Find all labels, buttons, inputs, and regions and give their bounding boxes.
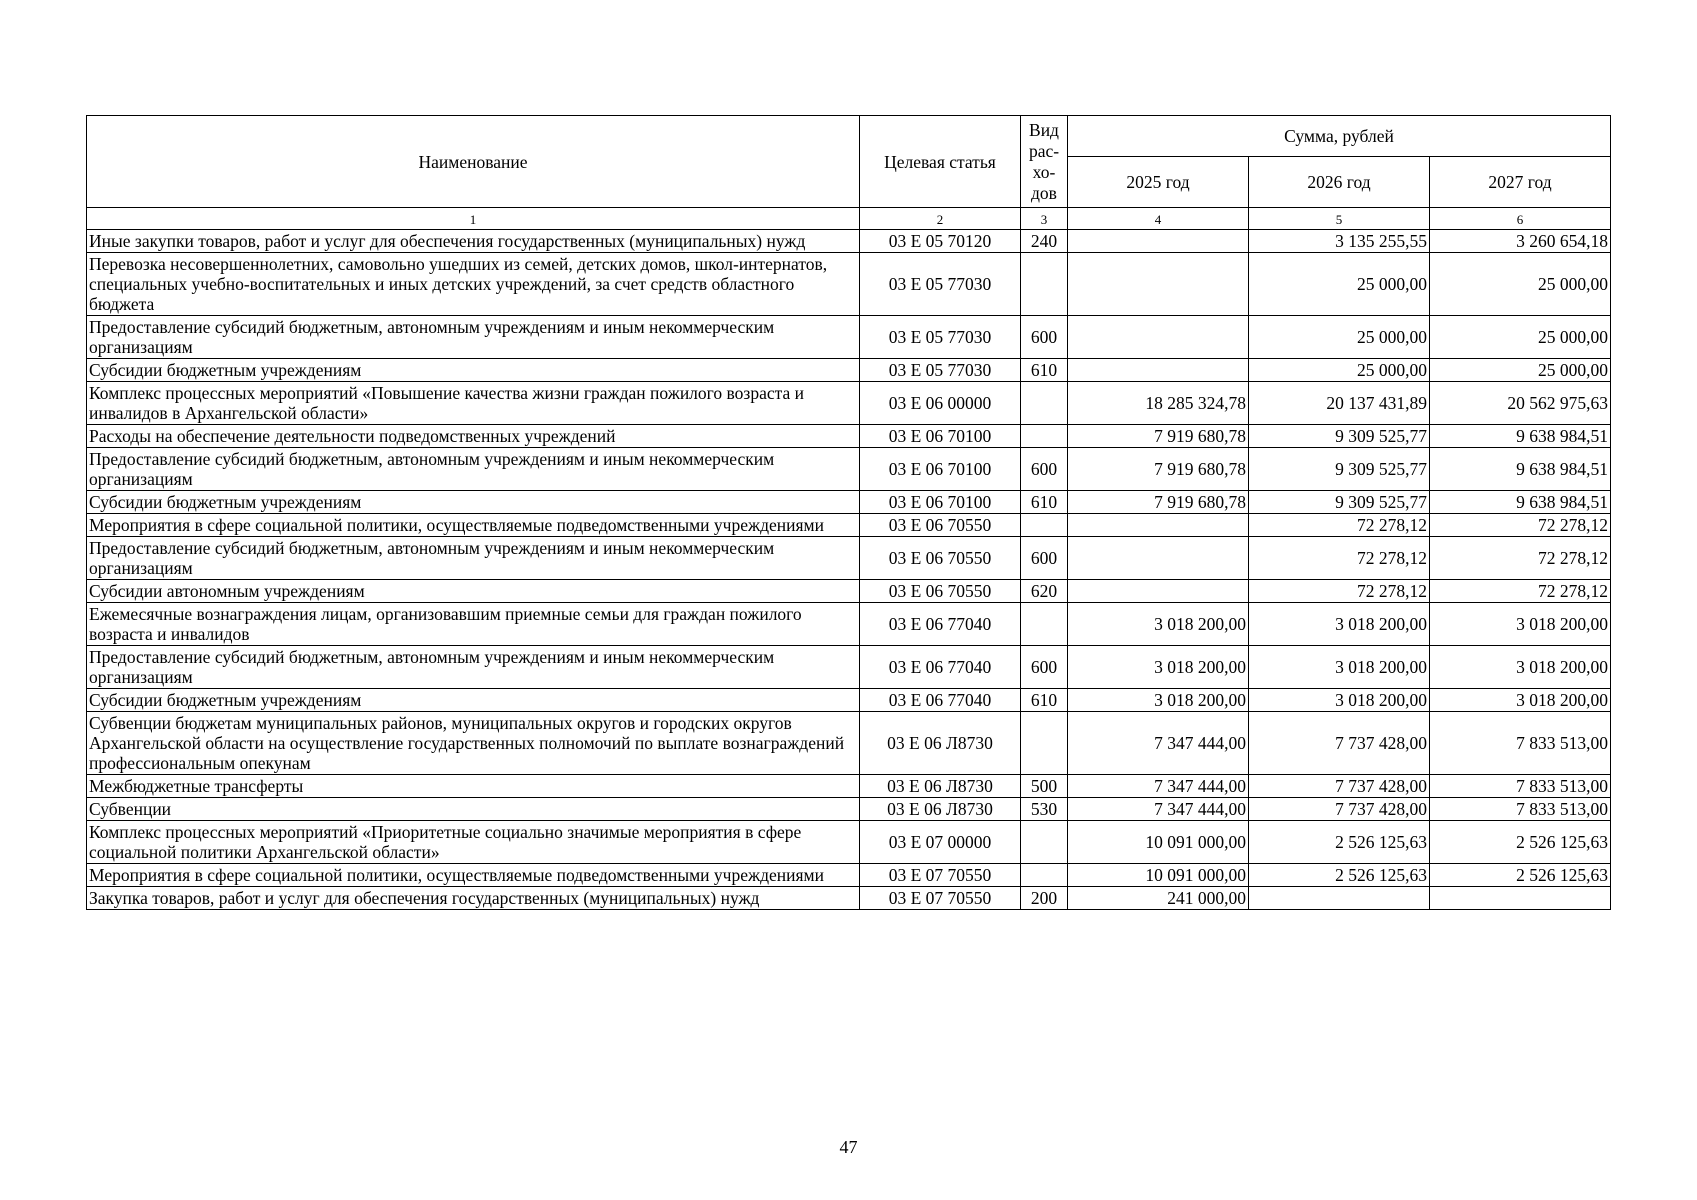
row-amount-2027 xyxy=(1430,887,1611,910)
row-amount-2025: 10 091 000,00 xyxy=(1068,864,1249,887)
row-amount-2026: 3 018 200,00 xyxy=(1249,603,1430,646)
row-name: Ежемесячные вознаграждения лицам, организовавшим приемные семьи для граждан пожилого возраста и инвалидов xyxy=(87,603,860,646)
table-row xyxy=(87,864,1611,887)
row-amount-2027: 25 000,00 xyxy=(1430,316,1611,359)
row-target-article: 03 Е 07 70550 xyxy=(860,887,1021,910)
table-row xyxy=(87,798,1611,821)
row-amount-2025: 3 018 200,00 xyxy=(1068,689,1249,712)
row-name: Субвенции бюджетам муниципальных районов, муниципальных округов и городских округов Архангельской области на осуществление государственных полномочий по выплате вознаграждений профессиональным опекунам xyxy=(87,712,860,775)
row-amount-2027: 9 638 984,51 xyxy=(1430,425,1611,448)
row-target-article: 03 Е 06 70550 xyxy=(860,537,1021,580)
header-target: Целевая статья xyxy=(860,116,1021,208)
col-number: 1 xyxy=(87,208,860,230)
row-target-article: 03 Е 07 70550 xyxy=(860,864,1021,887)
row-expense-type: 600 xyxy=(1021,646,1068,689)
row-name: Предоставление субсидий бюджетным, автономным учреждениям и иным некоммерческим организациям xyxy=(87,646,860,689)
row-expense-type xyxy=(1021,382,1068,425)
page-number: 47 xyxy=(839,1137,858,1157)
row-target-article: 03 Е 06 Л8730 xyxy=(860,712,1021,775)
budget-table xyxy=(86,115,1611,910)
row-amount-2026: 72 278,12 xyxy=(1249,514,1430,537)
row-amount-2026: 9 309 525,77 xyxy=(1249,491,1430,514)
col-number: 3 xyxy=(1021,208,1068,230)
row-amount-2025: 241 000,00 xyxy=(1068,887,1249,910)
row-amount-2027: 7 833 513,00 xyxy=(1430,798,1611,821)
row-amount-2027: 2 526 125,63 xyxy=(1430,864,1611,887)
row-name: Межбюджетные трансферты xyxy=(87,775,860,798)
row-amount-2025: 3 018 200,00 xyxy=(1068,603,1249,646)
row-target-article: 03 Е 06 77040 xyxy=(860,646,1021,689)
row-target-article: 03 Е 05 77030 xyxy=(860,253,1021,316)
row-amount-2025: 7 919 680,78 xyxy=(1068,448,1249,491)
row-amount-2027: 9 638 984,51 xyxy=(1430,491,1611,514)
row-amount-2026: 9 309 525,77 xyxy=(1249,448,1430,491)
table-row xyxy=(87,603,1611,646)
table-row xyxy=(87,230,1611,253)
row-name: Мероприятия в сфере социальной политики, осуществляемые подведомственными учреждениями xyxy=(87,864,860,887)
row-amount-2026: 20 137 431,89 xyxy=(1249,382,1430,425)
table-body xyxy=(87,230,1611,910)
row-amount-2026: 72 278,12 xyxy=(1249,537,1430,580)
table-row xyxy=(87,448,1611,491)
row-amount-2025: 7 347 444,00 xyxy=(1068,712,1249,775)
row-amount-2026: 7 737 428,00 xyxy=(1249,798,1430,821)
header-year-2026: 2026 год xyxy=(1249,157,1430,208)
row-expense-type: 600 xyxy=(1021,316,1068,359)
header-year-2027: 2027 год xyxy=(1430,157,1611,208)
row-amount-2026: 3 018 200,00 xyxy=(1249,646,1430,689)
table-row xyxy=(87,425,1611,448)
row-amount-2025 xyxy=(1068,537,1249,580)
table-row xyxy=(87,689,1611,712)
table-row xyxy=(87,382,1611,425)
row-amount-2027: 2 526 125,63 xyxy=(1430,821,1611,864)
row-expense-type: 610 xyxy=(1021,491,1068,514)
col-number: 2 xyxy=(860,208,1021,230)
row-name: Закупка товаров, работ и услуг для обеспечения государственных (муниципальных) нужд xyxy=(87,887,860,910)
row-name: Иные закупки товаров, работ и услуг для обеспечения государственных (муниципальных) нужд xyxy=(87,230,860,253)
row-amount-2027: 3 018 200,00 xyxy=(1430,689,1611,712)
row-amount-2025: 7 919 680,78 xyxy=(1068,491,1249,514)
row-target-article: 03 Е 06 70100 xyxy=(860,491,1021,514)
row-expense-type: 500 xyxy=(1021,775,1068,798)
row-expense-type: 530 xyxy=(1021,798,1068,821)
row-expense-type xyxy=(1021,425,1068,448)
row-amount-2025: 7 919 680,78 xyxy=(1068,425,1249,448)
header-sum: Сумма, рублей xyxy=(1068,116,1611,157)
row-target-article: 03 Е 06 77040 xyxy=(860,689,1021,712)
row-amount-2025 xyxy=(1068,253,1249,316)
table-row xyxy=(87,646,1611,689)
row-name: Предоставление субсидий бюджетным, автономным учреждениям и иным некоммерческим организациям xyxy=(87,537,860,580)
table-row xyxy=(87,491,1611,514)
table-header xyxy=(87,116,1611,230)
row-amount-2026: 72 278,12 xyxy=(1249,580,1430,603)
row-expense-type xyxy=(1021,864,1068,887)
row-amount-2027: 7 833 513,00 xyxy=(1430,712,1611,775)
row-amount-2027: 7 833 513,00 xyxy=(1430,775,1611,798)
row-amount-2027: 25 000,00 xyxy=(1430,253,1611,316)
header-name: Наименование xyxy=(87,116,860,208)
row-target-article: 03 Е 06 70550 xyxy=(860,514,1021,537)
row-amount-2025: 18 285 324,78 xyxy=(1068,382,1249,425)
row-amount-2027: 72 278,12 xyxy=(1430,514,1611,537)
table-row xyxy=(87,775,1611,798)
row-amount-2026: 3 135 255,55 xyxy=(1249,230,1430,253)
row-amount-2027: 20 562 975,63 xyxy=(1430,382,1611,425)
row-target-article: 03 Е 06 Л8730 xyxy=(860,775,1021,798)
table-row xyxy=(87,887,1611,910)
row-amount-2025 xyxy=(1068,514,1249,537)
row-target-article: 03 Е 06 70100 xyxy=(860,425,1021,448)
row-expense-type: 600 xyxy=(1021,537,1068,580)
header-vid: Вид рас-хо-дов xyxy=(1021,116,1068,208)
row-expense-type xyxy=(1021,253,1068,316)
row-amount-2025: 10 091 000,00 xyxy=(1068,821,1249,864)
table-row xyxy=(87,712,1611,775)
row-amount-2026: 7 737 428,00 xyxy=(1249,775,1430,798)
row-target-article: 03 Е 06 77040 xyxy=(860,603,1021,646)
row-amount-2025 xyxy=(1068,230,1249,253)
row-amount-2026 xyxy=(1249,887,1430,910)
row-name: Комплекс процессных мероприятий «Приоритетные социально значимые мероприятия в сфере социальной политики Архангельской области» xyxy=(87,821,860,864)
row-name: Субвенции xyxy=(87,798,860,821)
row-amount-2026: 2 526 125,63 xyxy=(1249,864,1430,887)
row-expense-type xyxy=(1021,712,1068,775)
row-target-article: 03 Е 06 70100 xyxy=(860,448,1021,491)
row-name: Предоставление субсидий бюджетным, автономным учреждениям и иным некоммерческим организациям xyxy=(87,448,860,491)
row-target-article: 03 Е 06 00000 xyxy=(860,382,1021,425)
col-number: 6 xyxy=(1430,208,1611,230)
row-expense-type xyxy=(1021,821,1068,864)
row-amount-2027: 9 638 984,51 xyxy=(1430,448,1611,491)
row-amount-2026: 2 526 125,63 xyxy=(1249,821,1430,864)
row-expense-type: 240 xyxy=(1021,230,1068,253)
row-amount-2027: 72 278,12 xyxy=(1430,580,1611,603)
table-row xyxy=(87,580,1611,603)
row-target-article: 03 Е 05 77030 xyxy=(860,316,1021,359)
table-row xyxy=(87,514,1611,537)
row-amount-2025: 7 347 444,00 xyxy=(1068,798,1249,821)
table-row xyxy=(87,537,1611,580)
row-amount-2025 xyxy=(1068,316,1249,359)
row-amount-2026: 9 309 525,77 xyxy=(1249,425,1430,448)
row-name: Комплекс процессных мероприятий «Повышение качества жизни граждан пожилого возраста и инвалидов в Архангельской области» xyxy=(87,382,860,425)
row-name: Субсидии бюджетным учреждениям xyxy=(87,359,860,382)
row-name: Субсидии бюджетным учреждениям xyxy=(87,689,860,712)
row-name: Мероприятия в сфере социальной политики, осуществляемые подведомственными учреждениями xyxy=(87,514,860,537)
row-amount-2026: 25 000,00 xyxy=(1249,359,1430,382)
row-amount-2026: 25 000,00 xyxy=(1249,316,1430,359)
row-amount-2025: 7 347 444,00 xyxy=(1068,775,1249,798)
row-name: Предоставление субсидий бюджетным, автономным учреждениям и иным некоммерческим организациям xyxy=(87,316,860,359)
row-amount-2027: 25 000,00 xyxy=(1430,359,1611,382)
row-name: Субсидии бюджетным учреждениям xyxy=(87,491,860,514)
table-row xyxy=(87,359,1611,382)
row-target-article: 03 Е 05 77030 xyxy=(860,359,1021,382)
row-amount-2025 xyxy=(1068,580,1249,603)
row-name: Расходы на обеспечение деятельности подведомственных учреждений xyxy=(87,425,860,448)
row-name: Субсидии автономным учреждениям xyxy=(87,580,860,603)
row-target-article: 03 Е 06 70550 xyxy=(860,580,1021,603)
row-target-article: 03 Е 07 00000 xyxy=(860,821,1021,864)
row-expense-type xyxy=(1021,514,1068,537)
row-target-article: 03 Е 06 Л8730 xyxy=(860,798,1021,821)
row-expense-type: 620 xyxy=(1021,580,1068,603)
row-expense-type: 600 xyxy=(1021,448,1068,491)
table-row xyxy=(87,253,1611,316)
col-number: 4 xyxy=(1068,208,1249,230)
row-expense-type xyxy=(1021,603,1068,646)
row-expense-type: 200 xyxy=(1021,887,1068,910)
row-amount-2026: 7 737 428,00 xyxy=(1249,712,1430,775)
table-row xyxy=(87,821,1611,864)
row-amount-2025: 3 018 200,00 xyxy=(1068,646,1249,689)
header-year-2025: 2025 год xyxy=(1068,157,1249,208)
row-target-article: 03 Е 05 70120 xyxy=(860,230,1021,253)
row-name: Перевозка несовершеннолетних, самовольно ушедших из семей, детских домов, школ-интернатов, специальных учебно-воспитательных и иных детских учреждений, за счет средств областного бюджета xyxy=(87,253,860,316)
table-row xyxy=(87,316,1611,359)
row-amount-2027: 3 260 654,18 xyxy=(1430,230,1611,253)
row-amount-2027: 72 278,12 xyxy=(1430,537,1611,580)
row-amount-2027: 3 018 200,00 xyxy=(1430,603,1611,646)
row-expense-type: 610 xyxy=(1021,359,1068,382)
row-amount-2026: 25 000,00 xyxy=(1249,253,1430,316)
col-number: 5 xyxy=(1249,208,1430,230)
row-amount-2027: 3 018 200,00 xyxy=(1430,646,1611,689)
row-amount-2025 xyxy=(1068,359,1249,382)
row-expense-type: 610 xyxy=(1021,689,1068,712)
row-amount-2026: 3 018 200,00 xyxy=(1249,689,1430,712)
